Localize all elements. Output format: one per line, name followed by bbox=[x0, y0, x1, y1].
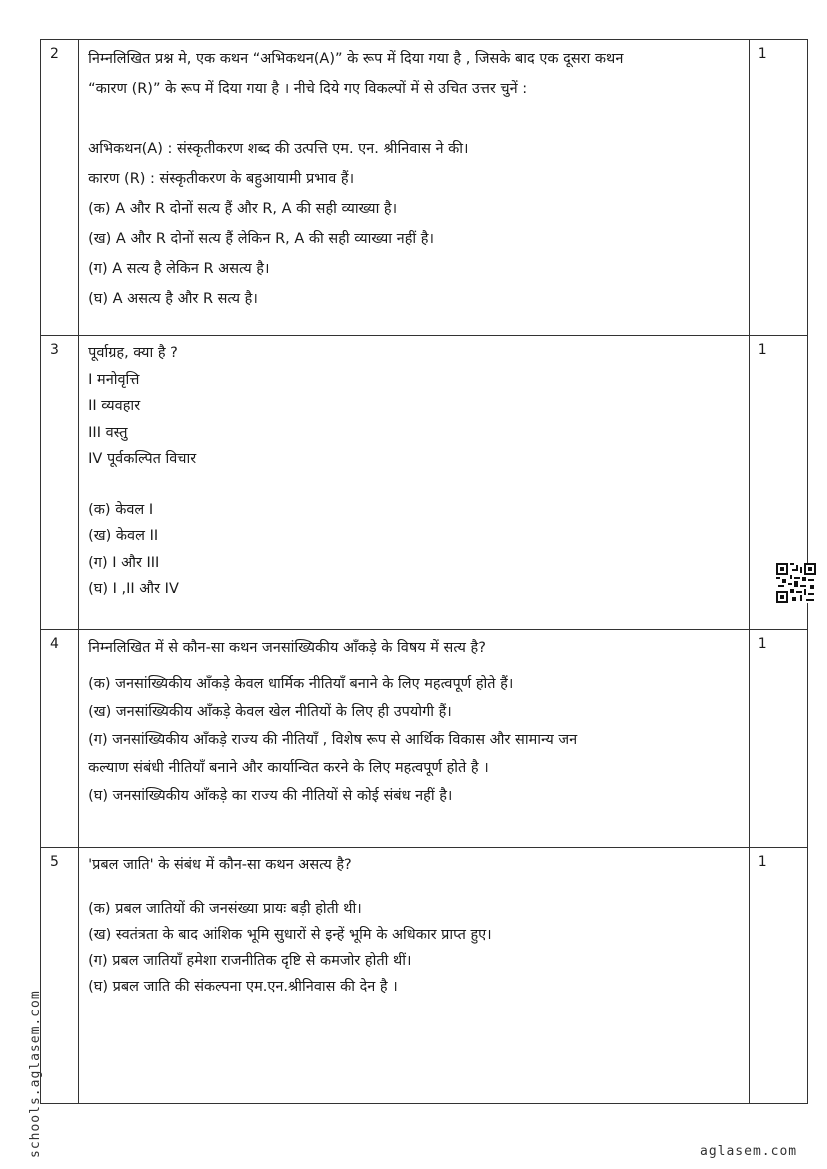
statement-text: IV पूर्वकल्पित विचार bbox=[88, 451, 197, 467]
option-text: (ख) A और R दोनों सत्य हैं लेकिन R, A की सही व्याख्या नहीं है। bbox=[88, 231, 434, 247]
question-number-cell bbox=[41, 40, 79, 336]
question-body-cell bbox=[79, 40, 750, 336]
question-marks-cell bbox=[749, 848, 807, 1104]
question-body-cell bbox=[79, 630, 750, 848]
question-text: “कारण (R)” के रूप में दिया गया है । नीचे दिये गए विकल्पों में से उचित उत्तर चुनें : bbox=[88, 81, 528, 97]
question-row-3 bbox=[41, 336, 808, 630]
qr-code-icon bbox=[776, 563, 816, 603]
reason-text: कारण (R) : संस्कृतीकरण के बहुआयामी प्रभाव हैं। bbox=[88, 171, 355, 187]
option-text: (क) A और R दोनों सत्य हैं और R, A की सही व्याख्या है। bbox=[88, 201, 398, 217]
question-table bbox=[40, 39, 808, 1104]
option-text: (ग) I और III bbox=[88, 554, 160, 571]
question-row-2 bbox=[41, 40, 808, 336]
question-marks: 1 bbox=[757, 342, 767, 358]
question-number-cell bbox=[41, 848, 79, 1104]
option-text: कल्याण संबंधी नीतियाँ बनाने और कार्यान्वित करने के लिए महत्वपूर्ण होते है । bbox=[88, 760, 489, 776]
question-body-cell bbox=[79, 848, 750, 1104]
question-row-4 bbox=[41, 630, 808, 848]
statement-text: I मनोवृत्ति bbox=[88, 371, 140, 388]
assertion-text: अभिकथन(A) : संस्कृतीकरण शब्द की उत्पत्ति एम. एन. श्रीनिवास ने की। bbox=[88, 141, 469, 157]
question-row-5 bbox=[41, 848, 808, 1104]
question-number: 2 bbox=[50, 46, 59, 62]
question-number: 5 bbox=[50, 854, 59, 870]
question-marks: 1 bbox=[757, 854, 767, 870]
question-text: 'प्रबल जाति' के संबंध में कौन-सा कथन असत्य है? bbox=[88, 857, 352, 873]
option-text: (ग) A सत्य है लेकिन R असत्य है। bbox=[88, 261, 270, 277]
question-marks-cell bbox=[749, 630, 807, 848]
question-body-cell bbox=[79, 336, 750, 630]
question-number: 3 bbox=[50, 342, 59, 358]
question-text: निम्नलिखित प्रश्न मे, एक कथन “अभिकथन(A)” के रूप में दिया गया है , जिसके बाद एक दूसरा कथन bbox=[88, 51, 624, 67]
option-text: (क) जनसांख्यिकीय आँकड़े केवल धार्मिक नीतियाँ बनाने के लिए महत्वपूर्ण होते हैं। bbox=[88, 676, 514, 692]
option-text: (क) केवल I bbox=[88, 501, 154, 518]
footer-watermark: aglasem.com bbox=[700, 1144, 798, 1159]
option-text: (ख) केवल II bbox=[88, 528, 159, 544]
option-text: (ग) जनसांख्यिकीय आँकड़े राज्य की नीतियाँ , विशेष रूप से आर्थिक विकास और सामान्य जन bbox=[88, 732, 578, 748]
option-text: (ख) जनसांख्यिकीय आँकड़े केवल खेल नीतियों के लिए ही उपयोगी हैं। bbox=[88, 704, 452, 720]
option-text: (ख) स्वतंत्रता के बाद आंशिक भूमि सुधारों से इन्हें भूमि के अधिकार प्राप्त हुए। bbox=[88, 927, 492, 943]
question-text: पूर्वाग्रह, क्या है ? bbox=[88, 345, 178, 361]
question-text: निम्नलिखित में से कौन-सा कथन जनसांख्यिकीय आँकड़े के विषय में सत्य है? bbox=[88, 640, 486, 656]
option-text: (घ) I ,II और IV bbox=[88, 581, 179, 597]
question-number: 4 bbox=[50, 636, 59, 652]
question-number-cell bbox=[41, 336, 79, 630]
option-text: (घ) जनसांख्यिकीय आँकड़े का राज्य की नीतियों से कोई संबंध नहीं है। bbox=[88, 788, 453, 804]
option-text: (घ) प्रबल जाति की संकल्पना एम.एन.श्रीनिवास की देन है । bbox=[88, 979, 398, 995]
question-marks: 1 bbox=[757, 636, 767, 652]
option-text: (घ) A असत्य है और R सत्य है। bbox=[88, 291, 258, 307]
option-text: (ग) प्रबल जातियाँ हमेशा राजनीतिक दृष्टि से कमजोर होती थीं। bbox=[88, 953, 412, 969]
question-marks: 1 bbox=[757, 46, 767, 62]
option-text: (क) प्रबल जातियों की जनसंख्या प्रायः बड़ी होती थी। bbox=[88, 901, 362, 917]
side-watermark: schools.aglasem.com bbox=[28, 990, 43, 1158]
statement-text: III वस्तु bbox=[88, 424, 128, 441]
question-number-cell bbox=[41, 630, 79, 848]
question-marks-cell bbox=[749, 40, 807, 336]
statement-text: II व्यवहार bbox=[88, 398, 141, 414]
